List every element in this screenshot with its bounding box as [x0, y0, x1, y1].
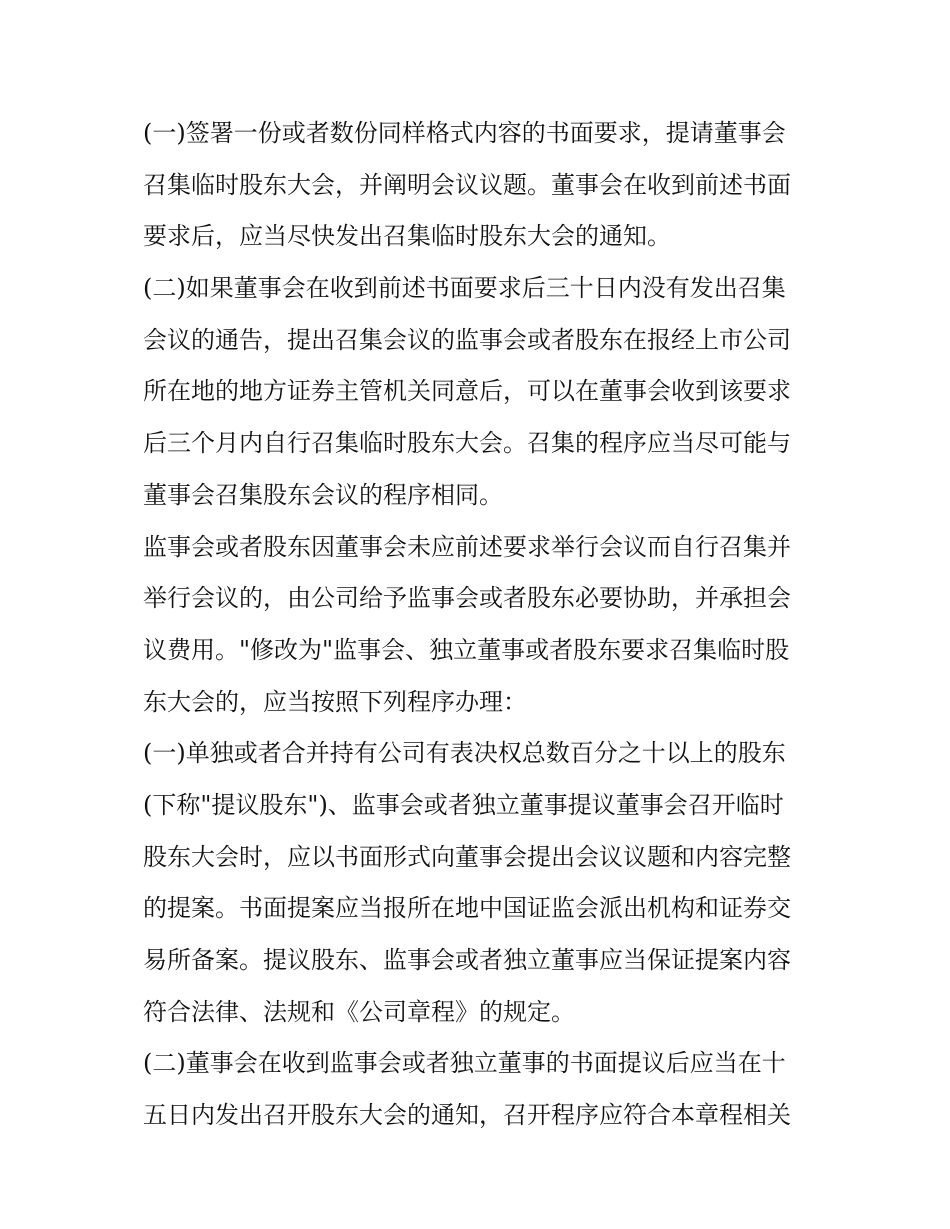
text-line: (二)董事会在收到监事会或者独立董事的书面提议后应当在十: [143, 1049, 786, 1078]
text-line: 董事会召集股东会议的程序相同。: [143, 480, 503, 509]
text-line: (一)单独或者合并持有公司有表决权总数百分之十以上的股东: [143, 739, 786, 768]
text-line: 会议的通告，提出召集会议的监事会或者股东在报经上市公司: [143, 325, 791, 354]
text-line: 要求后，应当尽快发出召集临时股东大会的通知。: [143, 222, 671, 251]
text-line: 监事会或者股东因董事会未应前述要求举行会议而自行召集并: [143, 532, 791, 561]
text-line: 符合法律、法规和《公司章程》的规定。: [143, 997, 575, 1026]
text-line: (一)签署一份或者数份同样格式内容的书面要求，提请董事会: [143, 119, 786, 147]
text-line: 议费用。"修改为"监事会、独立董事或者股东要求召集临时股: [143, 635, 790, 664]
text-line: 五日内发出召开股东大会的通知，召开程序应符合本章程相关: [143, 1101, 791, 1130]
text-line: (二)如果董事会在收到前述书面要求后三十日内没有发出召集: [143, 274, 786, 303]
text-line: 召集临时股东大会，并阐明会议议题。董事会在收到前述书面: [143, 170, 791, 199]
text-line: (下称"提议股东")、监事会或者独立董事提议董事会召开临时: [143, 790, 784, 819]
text-line: 所在地的地方证券主管机关同意后，可以在董事会收到该要求: [143, 377, 791, 406]
text-line: 东大会的，应当按照下列程序办理：: [143, 687, 527, 716]
text-line: 举行会议的，由公司给予监事会或者股东必要协助，并承担会: [143, 584, 791, 613]
text-line: 股东大会时，应以书面形式向董事会提出会议议题和内容完整: [143, 842, 791, 871]
text-line: 后三个月内自行召集临时股东大会。召集的程序应当尽可能与: [143, 429, 791, 458]
text-line: 易所备案。提议股东、监事会或者独立董事应当保证提案内容: [143, 946, 791, 974]
text-line: 的提案。书面提案应当报所在地中国证监会派出机构和证券交: [143, 894, 791, 923]
document-body: [143, 108, 823, 1142]
